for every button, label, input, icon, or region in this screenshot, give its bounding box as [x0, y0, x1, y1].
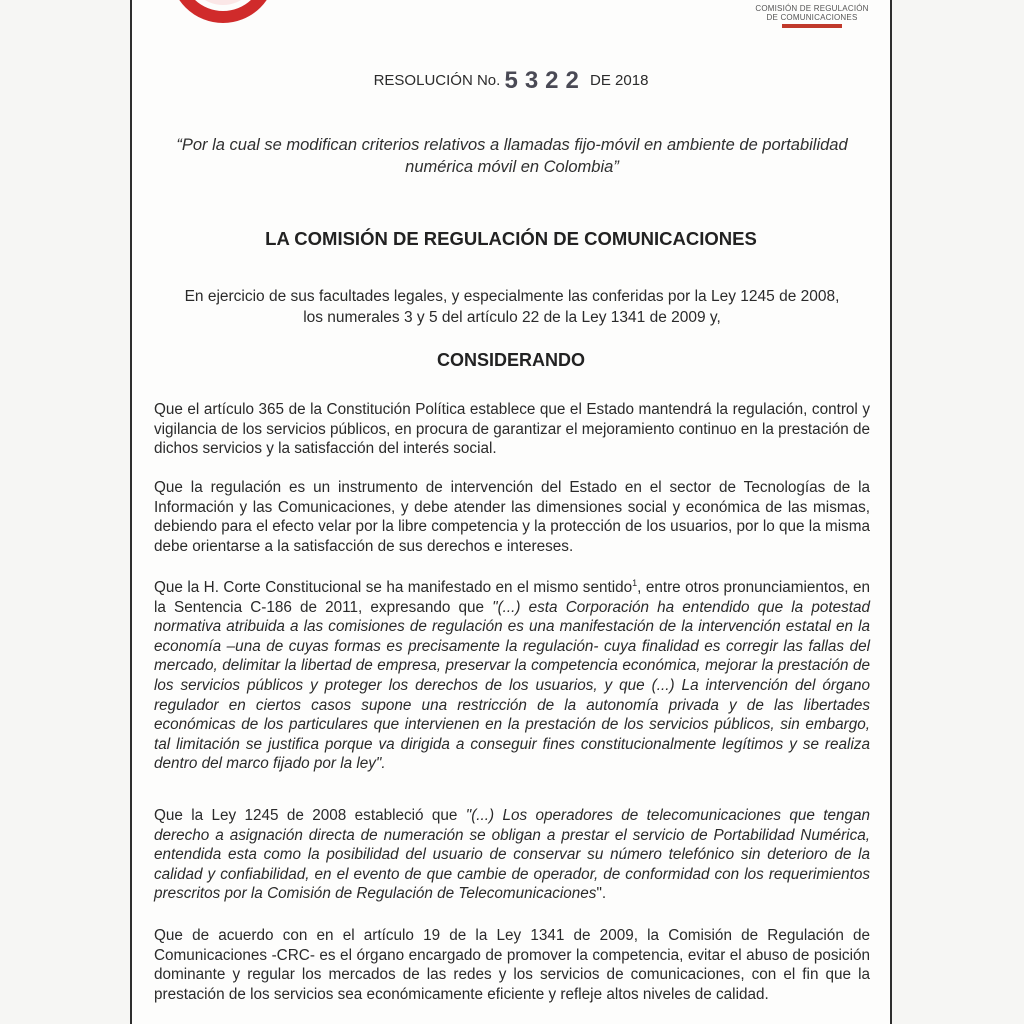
- paragraph-5: [154, 926, 870, 1004]
- footnote-marker: 1: [632, 578, 638, 588]
- crc-logo-line2: DE COMUNICACIONES: [766, 13, 858, 22]
- paragraph-4-intro: Que la Ley 1245 de 2008 estableció que: [154, 807, 466, 824]
- powers-line-1: En ejercicio de sus facultades legales, y especialmente las conferidas por la Ley 1245 de 2008,: [184, 288, 840, 305]
- crc-logo: [752, 4, 872, 28]
- issuing-body-title: LA COMISIÓN DE REGULACIÓN DE COMUNICACIONES: [265, 228, 757, 249]
- paragraph-1: [154, 400, 870, 459]
- resolution-suffix: DE 2018: [590, 72, 649, 89]
- paragraph-4: [154, 806, 870, 904]
- paragraph-3-quote: "(...) esta Corporación ha entendido que la potestad normativa atribuida a las comisiones de regulación es una manifestación de la intervención estatal en la economía –una de cuyas formas es precisamente la regulación- cuya finalidad es corregir las fallas del mercado, delimitar la libertad de empresa, preservar la competencia económica, mejorar la prestación de los servicios públicos y proteger los derechos de los usuarios, y que (...) La intervención del órgano regulador en ciertos casos supone una restricción de la autonomía privada y de las libertades económicas de los particulares que intervienen en la prestación de los servicios públicos, sin embargo, tal limitación se justifica porque va dirigida a conseguir fines constitucionalmente legítimos y se realiza dentro del marco fijado por la ley".: [154, 598, 871, 773]
- considerando-heading: CONSIDERANDO: [436, 350, 585, 370]
- paragraph-2-text: Que la regulación es un instrumento de intervención del Estado en el sector de Tecnologías de la Información y las Comunicaciones, y debe atender las dimensiones social y económica de las mismas, debiendo para el efecto velar por la libre competencia y la protección de los usuarios, por lo que la misma debe orientarse a la satisfacción de sus derechos e intereses.: [154, 479, 870, 555]
- resolution-subject: “Por la cual se modifican criterios relativos a llamadas fijo-móvil en ambiente de portabilidad numérica móvil en Colombia”: [176, 136, 848, 176]
- resolution-heading: [132, 64, 890, 92]
- paragraph-1-text: Que el artículo 365 de la Constitución Política establece que el Estado mantendrá la regulación, control y vigilancia de los servicios públicos, en procura de garantizar el mejoramiento continuo en la prestación de dichos servicios y la satisfacción del interés social.: [154, 401, 870, 458]
- paragraph-2: [154, 478, 870, 556]
- colombia-seal-logo: [168, 0, 278, 32]
- powers-line-2: los numerales 3 y 5 del artículo 22 de la Ley 1341 de 2009 y,: [303, 309, 721, 326]
- paragraph-3-intro: Que la H. Corte Constitucional se ha manifestado en el mismo sentido: [154, 579, 633, 597]
- legal-powers-statement: [152, 286, 872, 328]
- paragraph-3-mid: , entre otros pronunciamientos, en la Sentencia C-186 de 2011, expresando que: [154, 579, 870, 616]
- resolution-number: 5322: [504, 67, 586, 94]
- crc-logo-line1: COMISIÓN DE REGULACIÓN: [755, 4, 869, 13]
- crc-logo-bar: [782, 24, 842, 28]
- resolution-prefix: RESOLUCIÓN No.: [373, 72, 501, 89]
- paragraph-3: [154, 574, 870, 774]
- paragraph-4-end: ".: [596, 885, 607, 903]
- document-page: [130, 0, 892, 1024]
- paragraph-4-quote: "(...) Los operadores de telecomunicaciones que tengan derecho a asignación directa de numeración se obligan a prestar el servicio de Portabilidad Numérica, entendida esta como la posibilidad del usuario de conservar su número telefónico sin deterioro de la calidad y confiabilidad, en el evento de que cambie de operador, de conformidad con los requerimientos prescritos por la Comisión de Regulación de Telecomunicaciones: [154, 807, 870, 903]
- paragraph-5-text: Que de acuerdo con en el artículo 19 de la Ley 1341 de 2009, la Comisión de Regulación de Comunicaciones -CRC- es el órgano encargado de promover la competencia, evitar el abuso de posición dominante y regular los mercados de las redes y los servicios de comunicaciones, con el fin que la prestación de los servicios sea económicamente eficiente y refleje altos niveles de calidad.: [154, 927, 870, 1003]
